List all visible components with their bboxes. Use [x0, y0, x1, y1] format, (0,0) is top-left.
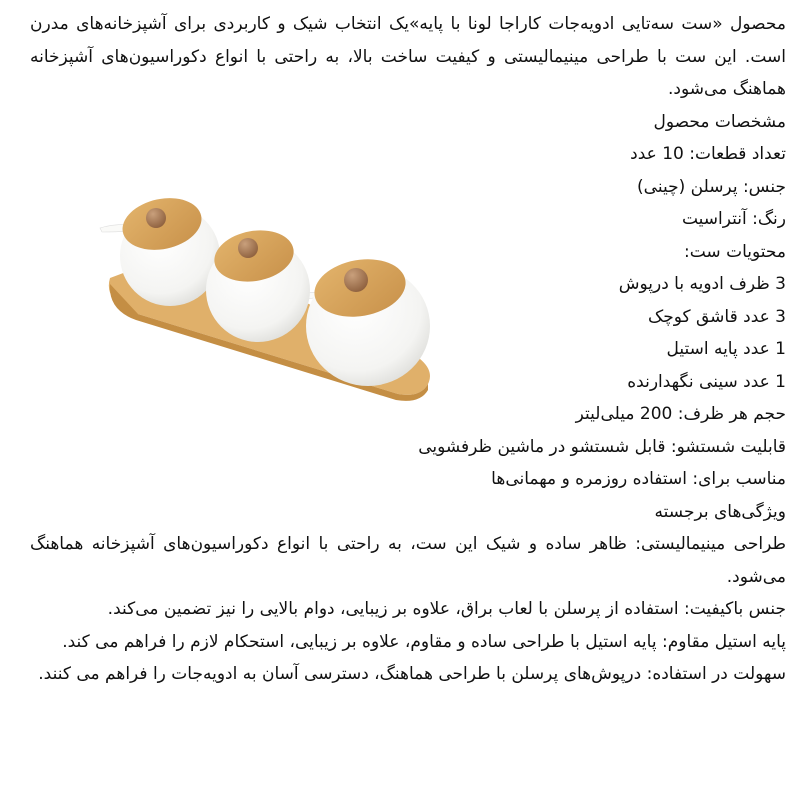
lid-knob	[344, 268, 368, 292]
feature-paragraph: جنس باکیفیت: استفاده از پرسلن با لعاب براق، علاوه بر زیبایی، دوام بالایی را نیز تضمین می‌کند.	[107, 599, 786, 619]
feature-paragraph: پایه استیل مقاوم: پایه استیل با طراحی ساده و مقاوم، علاوه بر زیبایی، استحکام لازم را فراهم می کند.	[62, 631, 786, 652]
spice-jar	[306, 252, 430, 386]
spec-line: 1 عدد پایه استیل	[666, 339, 786, 359]
spec-line: جنس: پرسلن (چینی)	[637, 176, 786, 197]
spec-line: رنگ: آنتراسیت	[681, 209, 786, 229]
lid-knob	[238, 238, 258, 258]
spec-line: قابلیت شستشو: قابل شستشو در ماشین ظرفشویی	[418, 436, 786, 457]
lid-knob	[146, 208, 166, 228]
spec-line: محتویات ست:	[684, 241, 786, 262]
spice-jar	[118, 191, 220, 306]
features-heading: ویژگی‌های برجسته	[654, 501, 786, 522]
spec-line: مناسب برای: استفاده روزمره و مهمانی‌ها	[491, 469, 786, 489]
spec-line: 1 عدد سینی نگهدارنده	[627, 371, 786, 392]
spec-line: 3 ظرف ادویه با درپوش	[618, 274, 786, 294]
spice-jar	[206, 224, 310, 342]
product-image	[98, 186, 440, 408]
spec-line: حجم هر ظرف: 200 میلی‌لیتر	[575, 404, 786, 424]
feature-paragraph: طراحی مینیمالیستی: ظاهر ساده و شیک این ست، به راحتی با انواع دکوراسیون‌های آشپزخانه هماهنگ می‌شود.	[30, 534, 786, 587]
feature-paragraph: سهولت در استفاده: درپوش‌های پرسلن با طراحی هماهنگ، دسترسی آسان به ادویه‌جات را فراهم می کنند.	[38, 664, 786, 684]
specs-heading: مشخصات محصول	[653, 111, 786, 132]
spec-line: تعداد قطعات: 10 عدد	[630, 144, 786, 164]
spec-line: 3 عدد قاشق کوچک	[647, 306, 786, 327]
intro-paragraph: محصول «ست سه‌تایی ادویه‌جات کاراجا لونا با پایه»یک انتخاب شیک و کاربردی برای آشپزخانه‌های مدرن است. این ست با طراحی مینیمالیستی و کیفیت ساخت بالا، به راحتی با انواع دکوراسیون‌های آشپزخانه هماهنگ می‌شود.	[30, 14, 786, 99]
